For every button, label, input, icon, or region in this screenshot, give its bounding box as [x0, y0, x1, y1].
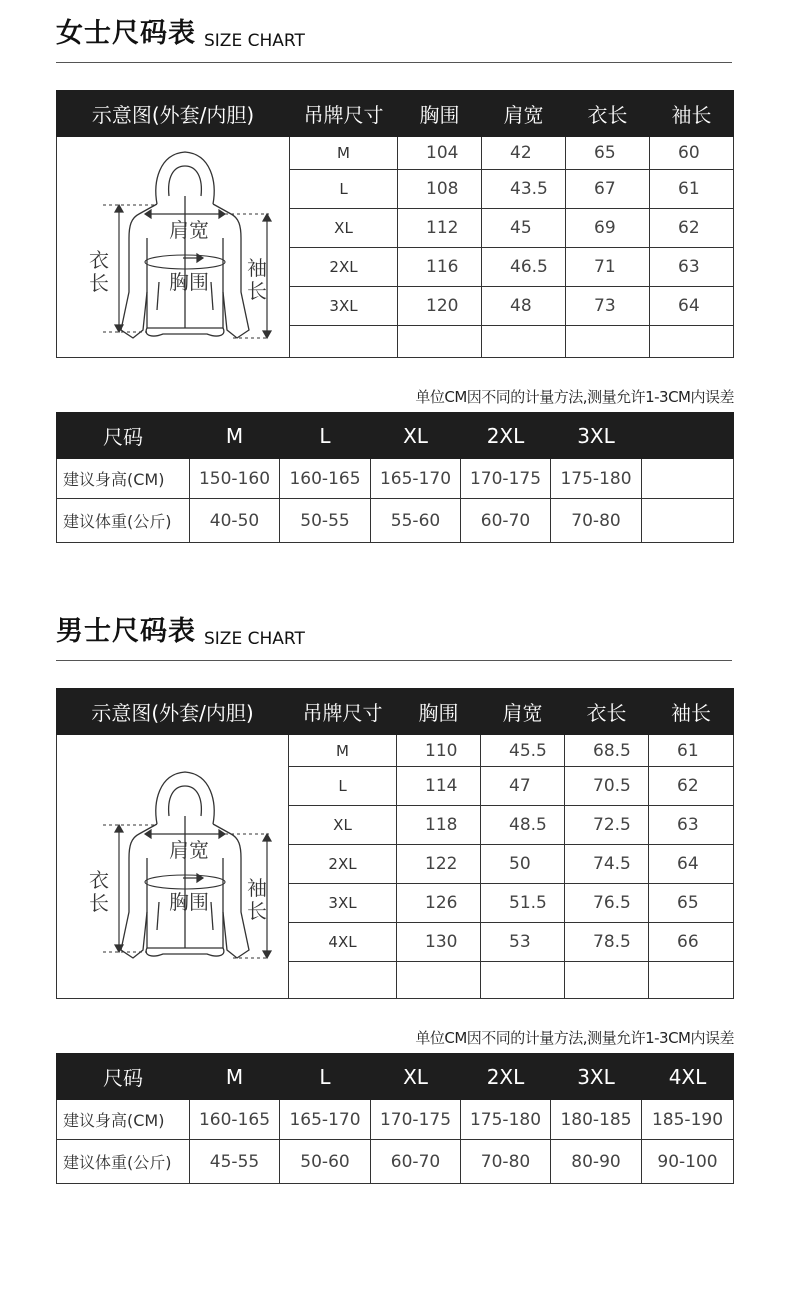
weight-label: 建议体重(公斤) — [57, 499, 190, 543]
table-row — [57, 459, 734, 499]
weight-cell: 60-70 — [371, 1140, 461, 1184]
height-cell: 180-185 — [551, 1100, 642, 1140]
height-cell: 185-190 — [642, 1100, 734, 1140]
women-jacket-diagram — [57, 137, 290, 358]
header-size: 尺码 — [57, 413, 190, 459]
length-cell: 65 — [566, 137, 650, 170]
size-cell: 2XL — [289, 845, 397, 884]
size-cell: 2XL — [290, 248, 398, 287]
length-cell: 73 — [566, 287, 650, 326]
header-size-col: L — [280, 1054, 371, 1100]
header-size-col: 2XL — [461, 1054, 551, 1100]
sleeve-cell: 60 — [650, 137, 734, 170]
shoulder-cell: 45.5 — [481, 735, 565, 767]
size-cell: L — [289, 767, 397, 806]
shoulder-cell: 48 — [482, 287, 566, 326]
header-tag-size: 吊牌尺寸 — [289, 689, 397, 735]
men-jacket-diagram — [57, 735, 289, 999]
height-cell: 150-160 — [190, 459, 280, 499]
women-section — [56, 0, 734, 531]
women-garment-table — [56, 90, 734, 358]
table-row — [57, 735, 734, 767]
height-cell: 170-175 — [371, 1100, 461, 1140]
sleeve-cell: 62 — [649, 767, 734, 806]
women-title-en: SIZE CHART — [204, 31, 305, 51]
length-label: 衣 — [89, 248, 109, 272]
sleeve-cell: 63 — [649, 806, 734, 845]
shoulder-cell: 51.5 — [481, 884, 565, 923]
women-fit-table — [56, 412, 734, 543]
header-shoulder: 肩宽 — [481, 689, 565, 735]
sleeve-cell: 61 — [650, 170, 734, 209]
sleeve-label: 袖 — [247, 256, 267, 280]
chest-cell: 110 — [397, 735, 481, 767]
men-fit-header-row — [57, 1054, 734, 1100]
size-cell: XL — [289, 806, 397, 845]
weight-label: 建议体重(公斤) — [57, 1140, 190, 1184]
chest-cell: 108 — [398, 170, 482, 209]
weight-cell: 80-90 — [551, 1140, 642, 1184]
header-chest: 胸围 — [397, 689, 481, 735]
header-size-col: L — [280, 413, 371, 459]
length-cell: 70.5 — [565, 767, 649, 806]
header-size-col: XL — [371, 413, 461, 459]
length-cell: 72.5 — [565, 806, 649, 845]
length-cell: 67 — [566, 170, 650, 209]
empty-cell — [482, 326, 566, 358]
sleeve-cell: 63 — [650, 248, 734, 287]
empty-cell — [397, 962, 481, 999]
header-sleeve: 袖长 — [650, 91, 734, 137]
empty-cell — [650, 326, 734, 358]
height-cell — [642, 459, 734, 499]
header-size-col: 3XL — [551, 413, 642, 459]
size-cell: 4XL — [289, 923, 397, 962]
men-title-en: SIZE CHART — [204, 629, 305, 649]
header-size-col: 2XL — [461, 413, 551, 459]
height-cell: 160-165 — [280, 459, 371, 499]
length-label: 长 — [89, 271, 109, 295]
size-cell: 3XL — [289, 884, 397, 923]
empty-cell — [289, 962, 397, 999]
shoulder-cell: 53 — [481, 923, 565, 962]
size-cell: 3XL — [290, 287, 398, 326]
header-diagram: 示意图(外套/内胆) — [57, 689, 289, 735]
shoulder-cell: 48.5 — [481, 806, 565, 845]
chest-cell: 126 — [397, 884, 481, 923]
table-row — [57, 1140, 734, 1184]
empty-cell — [398, 326, 482, 358]
sleeve-cell: 61 — [649, 735, 734, 767]
chest-cell: 118 — [397, 806, 481, 845]
sleeve-cell: 66 — [649, 923, 734, 962]
shoulder-cell: 42 — [482, 137, 566, 170]
empty-cell — [290, 326, 398, 358]
men-garment-header-row — [57, 689, 734, 735]
chest-cell: 120 — [398, 287, 482, 326]
header-size-col — [642, 413, 734, 459]
height-cell: 175-180 — [461, 1100, 551, 1140]
men-title-row — [56, 612, 732, 661]
height-label: 建议身高(CM) — [57, 459, 190, 499]
chest-label: 胸围 — [169, 270, 209, 294]
women-title: 女士尺码表 — [56, 18, 196, 49]
women-garment-header-row — [57, 91, 734, 137]
men-fit-table — [56, 1053, 734, 1184]
empty-cell — [481, 962, 565, 999]
empty-cell — [649, 962, 734, 999]
length-cell: 76.5 — [565, 884, 649, 923]
weight-cell: 60-70 — [461, 499, 551, 543]
header-tag-size: 吊牌尺寸 — [290, 91, 398, 137]
height-cell: 165-170 — [280, 1100, 371, 1140]
chest-cell: 114 — [397, 767, 481, 806]
men-garment-table — [56, 688, 734, 999]
table-row — [57, 499, 734, 543]
shoulder-cell: 46.5 — [482, 248, 566, 287]
jacket-outline-icon — [73, 762, 273, 967]
header-length: 衣长 — [566, 91, 650, 137]
height-cell: 160-165 — [190, 1100, 280, 1140]
size-cell: L — [290, 170, 398, 209]
shoulder-cell: 43.5 — [482, 170, 566, 209]
women-fit-header-row — [57, 413, 734, 459]
weight-cell: 50-55 — [280, 499, 371, 543]
shoulder-cell: 50 — [481, 845, 565, 884]
chest-cell: 130 — [397, 923, 481, 962]
sleeve-label: 长 — [246, 898, 267, 923]
weight-cell: 55-60 — [371, 499, 461, 543]
header-size-col: 4XL — [642, 1054, 734, 1100]
header-size-col: M — [190, 1054, 280, 1100]
header-chest: 胸围 — [398, 91, 482, 137]
header-diagram: 示意图(外套/内胆) — [57, 91, 290, 137]
height-label: 建议身高(CM) — [57, 1100, 190, 1140]
table-row — [57, 137, 734, 170]
sleeve-cell: 65 — [649, 884, 734, 923]
empty-cell — [566, 326, 650, 358]
weight-cell: 50-60 — [280, 1140, 371, 1184]
size-cell: XL — [290, 209, 398, 248]
shoulder-label: 肩宽 — [169, 218, 209, 242]
height-cell: 170-175 — [461, 459, 551, 499]
size-cell: M — [289, 735, 397, 767]
sleeve-cell: 62 — [650, 209, 734, 248]
length-cell: 74.5 — [565, 845, 649, 884]
length-cell: 68.5 — [565, 735, 649, 767]
header-size-col: 3XL — [551, 1054, 642, 1100]
shoulder-cell: 45 — [482, 209, 566, 248]
chest-cell: 116 — [398, 248, 482, 287]
header-size-col: XL — [371, 1054, 461, 1100]
sleeve-cell: 64 — [650, 287, 734, 326]
height-cell: 175-180 — [551, 459, 642, 499]
header-size-col: M — [190, 413, 280, 459]
weight-cell: 70-80 — [551, 499, 642, 543]
women-unit-note: 单位CM因不同的计量方法,测量允许1-3CM内误差 — [415, 388, 734, 406]
size-cell: M — [290, 137, 398, 170]
weight-cell: 40-50 — [190, 499, 280, 543]
men-unit-note: 单位CM因不同的计量方法,测量允许1-3CM内误差 — [415, 1029, 734, 1047]
men-title: 男士尺码表 — [56, 616, 196, 647]
women-title-row — [56, 14, 732, 63]
length-cell: 71 — [566, 248, 650, 287]
header-shoulder: 肩宽 — [482, 91, 566, 137]
weight-cell: 90-100 — [642, 1140, 734, 1184]
weight-cell: 70-80 — [461, 1140, 551, 1184]
header-length: 衣长 — [565, 689, 649, 735]
weight-cell — [642, 499, 734, 543]
chest-cell: 104 — [398, 137, 482, 170]
length-label: 衣 — [88, 867, 109, 892]
sleeve-label: 袖 — [246, 875, 267, 900]
jacket-outline-icon — [73, 142, 273, 347]
sleeve-label: 长 — [247, 279, 267, 303]
length-cell: 69 — [566, 209, 650, 248]
men-section — [56, 598, 734, 1172]
shoulder-cell: 47 — [481, 767, 565, 806]
shoulder-label: 肩宽 — [168, 837, 209, 862]
chest-cell: 112 — [398, 209, 482, 248]
header-sleeve: 袖长 — [649, 689, 734, 735]
empty-cell — [565, 962, 649, 999]
length-cell: 78.5 — [565, 923, 649, 962]
chest-cell: 122 — [397, 845, 481, 884]
table-row — [57, 1100, 734, 1140]
header-size: 尺码 — [57, 1054, 190, 1100]
height-cell: 165-170 — [371, 459, 461, 499]
chest-label: 胸围 — [168, 889, 209, 914]
sleeve-cell: 64 — [649, 845, 734, 884]
length-label: 长 — [88, 890, 109, 915]
weight-cell: 45-55 — [190, 1140, 280, 1184]
